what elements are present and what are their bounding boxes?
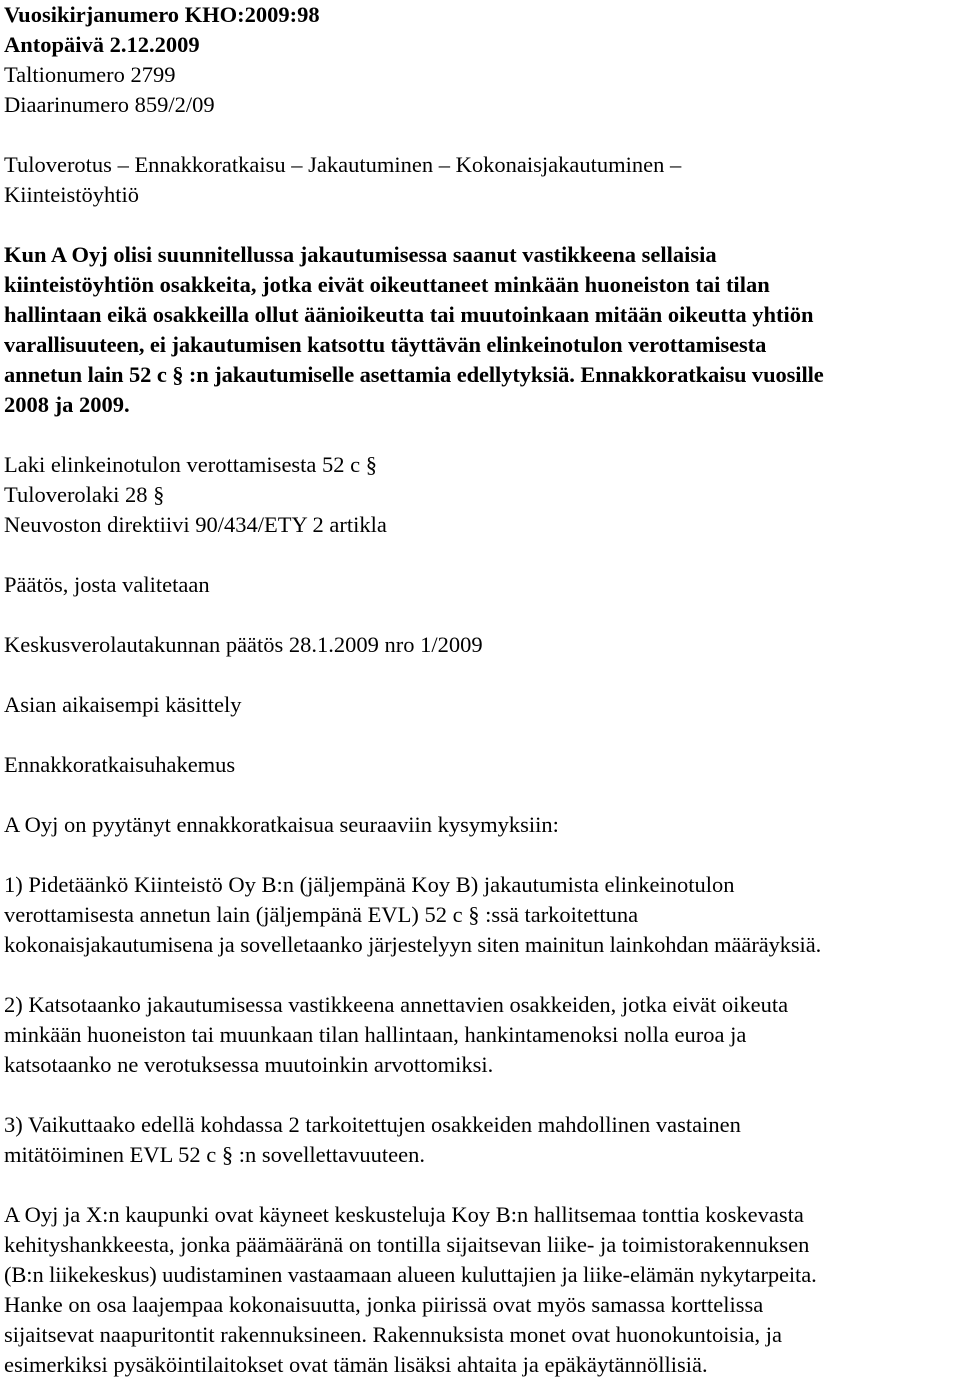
spacer	[4, 720, 956, 750]
summary-line: hallintaan eikä osakkeilla ollut äänioikeutta tai muutoinkaan mitään oikeutta yhtiön	[4, 302, 814, 327]
question-1	[4, 870, 956, 960]
yearbook-number: Vuosikirjanumero KHO:2009:98	[4, 2, 320, 27]
keywords-line: Kiinteistöyhtiö	[4, 182, 139, 207]
question-line: verottamisesta annetun lain (jäljempänä EVL) 52 c § :ssä tarkoitettuna	[4, 902, 639, 927]
spacer	[4, 1170, 956, 1200]
spacer	[4, 420, 956, 450]
spacer	[4, 840, 956, 870]
paragraph-line: A Oyj ja X:n kaupunki ovat käyneet keskusteluja Koy B:n hallitsemaa tonttia koskevasta	[4, 1202, 804, 1227]
summary-line: kiinteistöyhtiön osakkeita, jotka eivät oikeuttaneet minkään huoneiston tai tilan	[4, 272, 770, 297]
spacer	[4, 660, 956, 690]
appealed-decision-heading: Päätös, josta valitetaan	[4, 572, 210, 597]
law-reference: Laki elinkeinotulon verottamisesta 52 c §	[4, 452, 378, 477]
paragraph-line: Hanke on osa laajempaa kokonaisuutta, jonka piirissä ovat myös samassa korttelissa	[4, 1292, 764, 1317]
law-reference: Tuloverolaki 28 §	[4, 482, 165, 507]
keywords	[4, 150, 956, 210]
keywords-line: Tuloverotus – Ennakkoratkaisu – Jakautuminen – Kokonaisjakautuminen –	[4, 152, 682, 177]
paragraph-line: esimerkiksi pysäköintilaitokset ovat tämän lisäksi ahtaita ja epäkäytännöllisiä.	[4, 1352, 708, 1377]
summary-line: varallisuuteen, ei jakautumisen katsottu täyttävän elinkeinotulon verottamisesta	[4, 332, 767, 357]
paragraph-line: (B:n liikekeskus) uudistaminen vastaamaan alueen kuluttajien ja liike-elämän nykytarpeita.	[4, 1262, 817, 1287]
summary-line: annetun lain 52 c § :n jakautumiselle asettamia edellytyksiä. Ennakkoratkaisu vuosille	[4, 362, 824, 387]
intro-paragraph: A Oyj on pyytänyt ennakkoratkaisua seuraaviin kysymyksiin:	[4, 812, 559, 837]
summary	[4, 240, 956, 420]
document	[4, 0, 956, 1380]
question-line: mitätöiminen EVL 52 c § :n sovellettavuuteen.	[4, 1142, 425, 1167]
question-line: katsotaanko ne verotuksessa muutoinkin arvottomiksi.	[4, 1052, 494, 1077]
question-line: 2) Katsotaanko jakautumisessa vastikkeena annettavien osakkeiden, jotka eivät oikeuta	[4, 992, 789, 1017]
paragraph-line: sijaitsevat naapuritontit rakennuksineen. Rakennuksista monet ovat huonokuntoisia, ja	[4, 1322, 782, 1347]
spacer	[4, 780, 956, 810]
paragraph-line: kehityshankkeesta, jonka päämääränä on tontilla sijaitsevan liike- ja toimistorakennuksen	[4, 1232, 810, 1257]
question-line: 3) Vaikuttaako edellä kohdassa 2 tarkoitettujen osakkeiden mahdollinen vastainen	[4, 1112, 741, 1137]
question-3	[4, 1110, 956, 1170]
appealed-decision: Keskusverolautakunnan päätös 28.1.2009 nro 1/2009	[4, 632, 483, 657]
issue-date: Antopäivä 2.12.2009	[4, 32, 200, 57]
spacer	[4, 210, 956, 240]
spacer	[4, 120, 956, 150]
question-line: kokonaisjakautumisena ja sovelletaanko järjestelyyn siten mainitun lainkohdan määräyksiä.	[4, 932, 822, 957]
diary-number: Diaarinumero 859/2/09	[4, 92, 215, 117]
spacer	[4, 540, 956, 570]
record-number: Taltionumero 2799	[4, 62, 176, 87]
question-2	[4, 990, 956, 1080]
application-heading: Ennakkoratkaisuhakemus	[4, 752, 236, 777]
history-heading: Asian aikaisempi käsittely	[4, 692, 242, 717]
background-paragraph	[4, 1200, 956, 1380]
spacer	[4, 960, 956, 990]
spacer	[4, 600, 956, 630]
summary-line: 2008 ja 2009.	[4, 392, 130, 417]
question-line: minkään huoneiston tai muunkaan tilan hallintaan, hankintamenoksi nolla euroa ja	[4, 1022, 747, 1047]
question-line: 1) Pidetäänkö Kiinteistö Oy B:n (jäljempänä Koy B) jakautumista elinkeinotulon	[4, 872, 735, 897]
spacer	[4, 1080, 956, 1110]
law-reference: Neuvoston direktiivi 90/434/ETY 2 artikla	[4, 512, 387, 537]
summary-line: Kun A Oyj olisi suunnitellussa jakautumisessa saanut vastikkeena sellaisia	[4, 242, 717, 267]
applicable-laws	[4, 450, 956, 540]
